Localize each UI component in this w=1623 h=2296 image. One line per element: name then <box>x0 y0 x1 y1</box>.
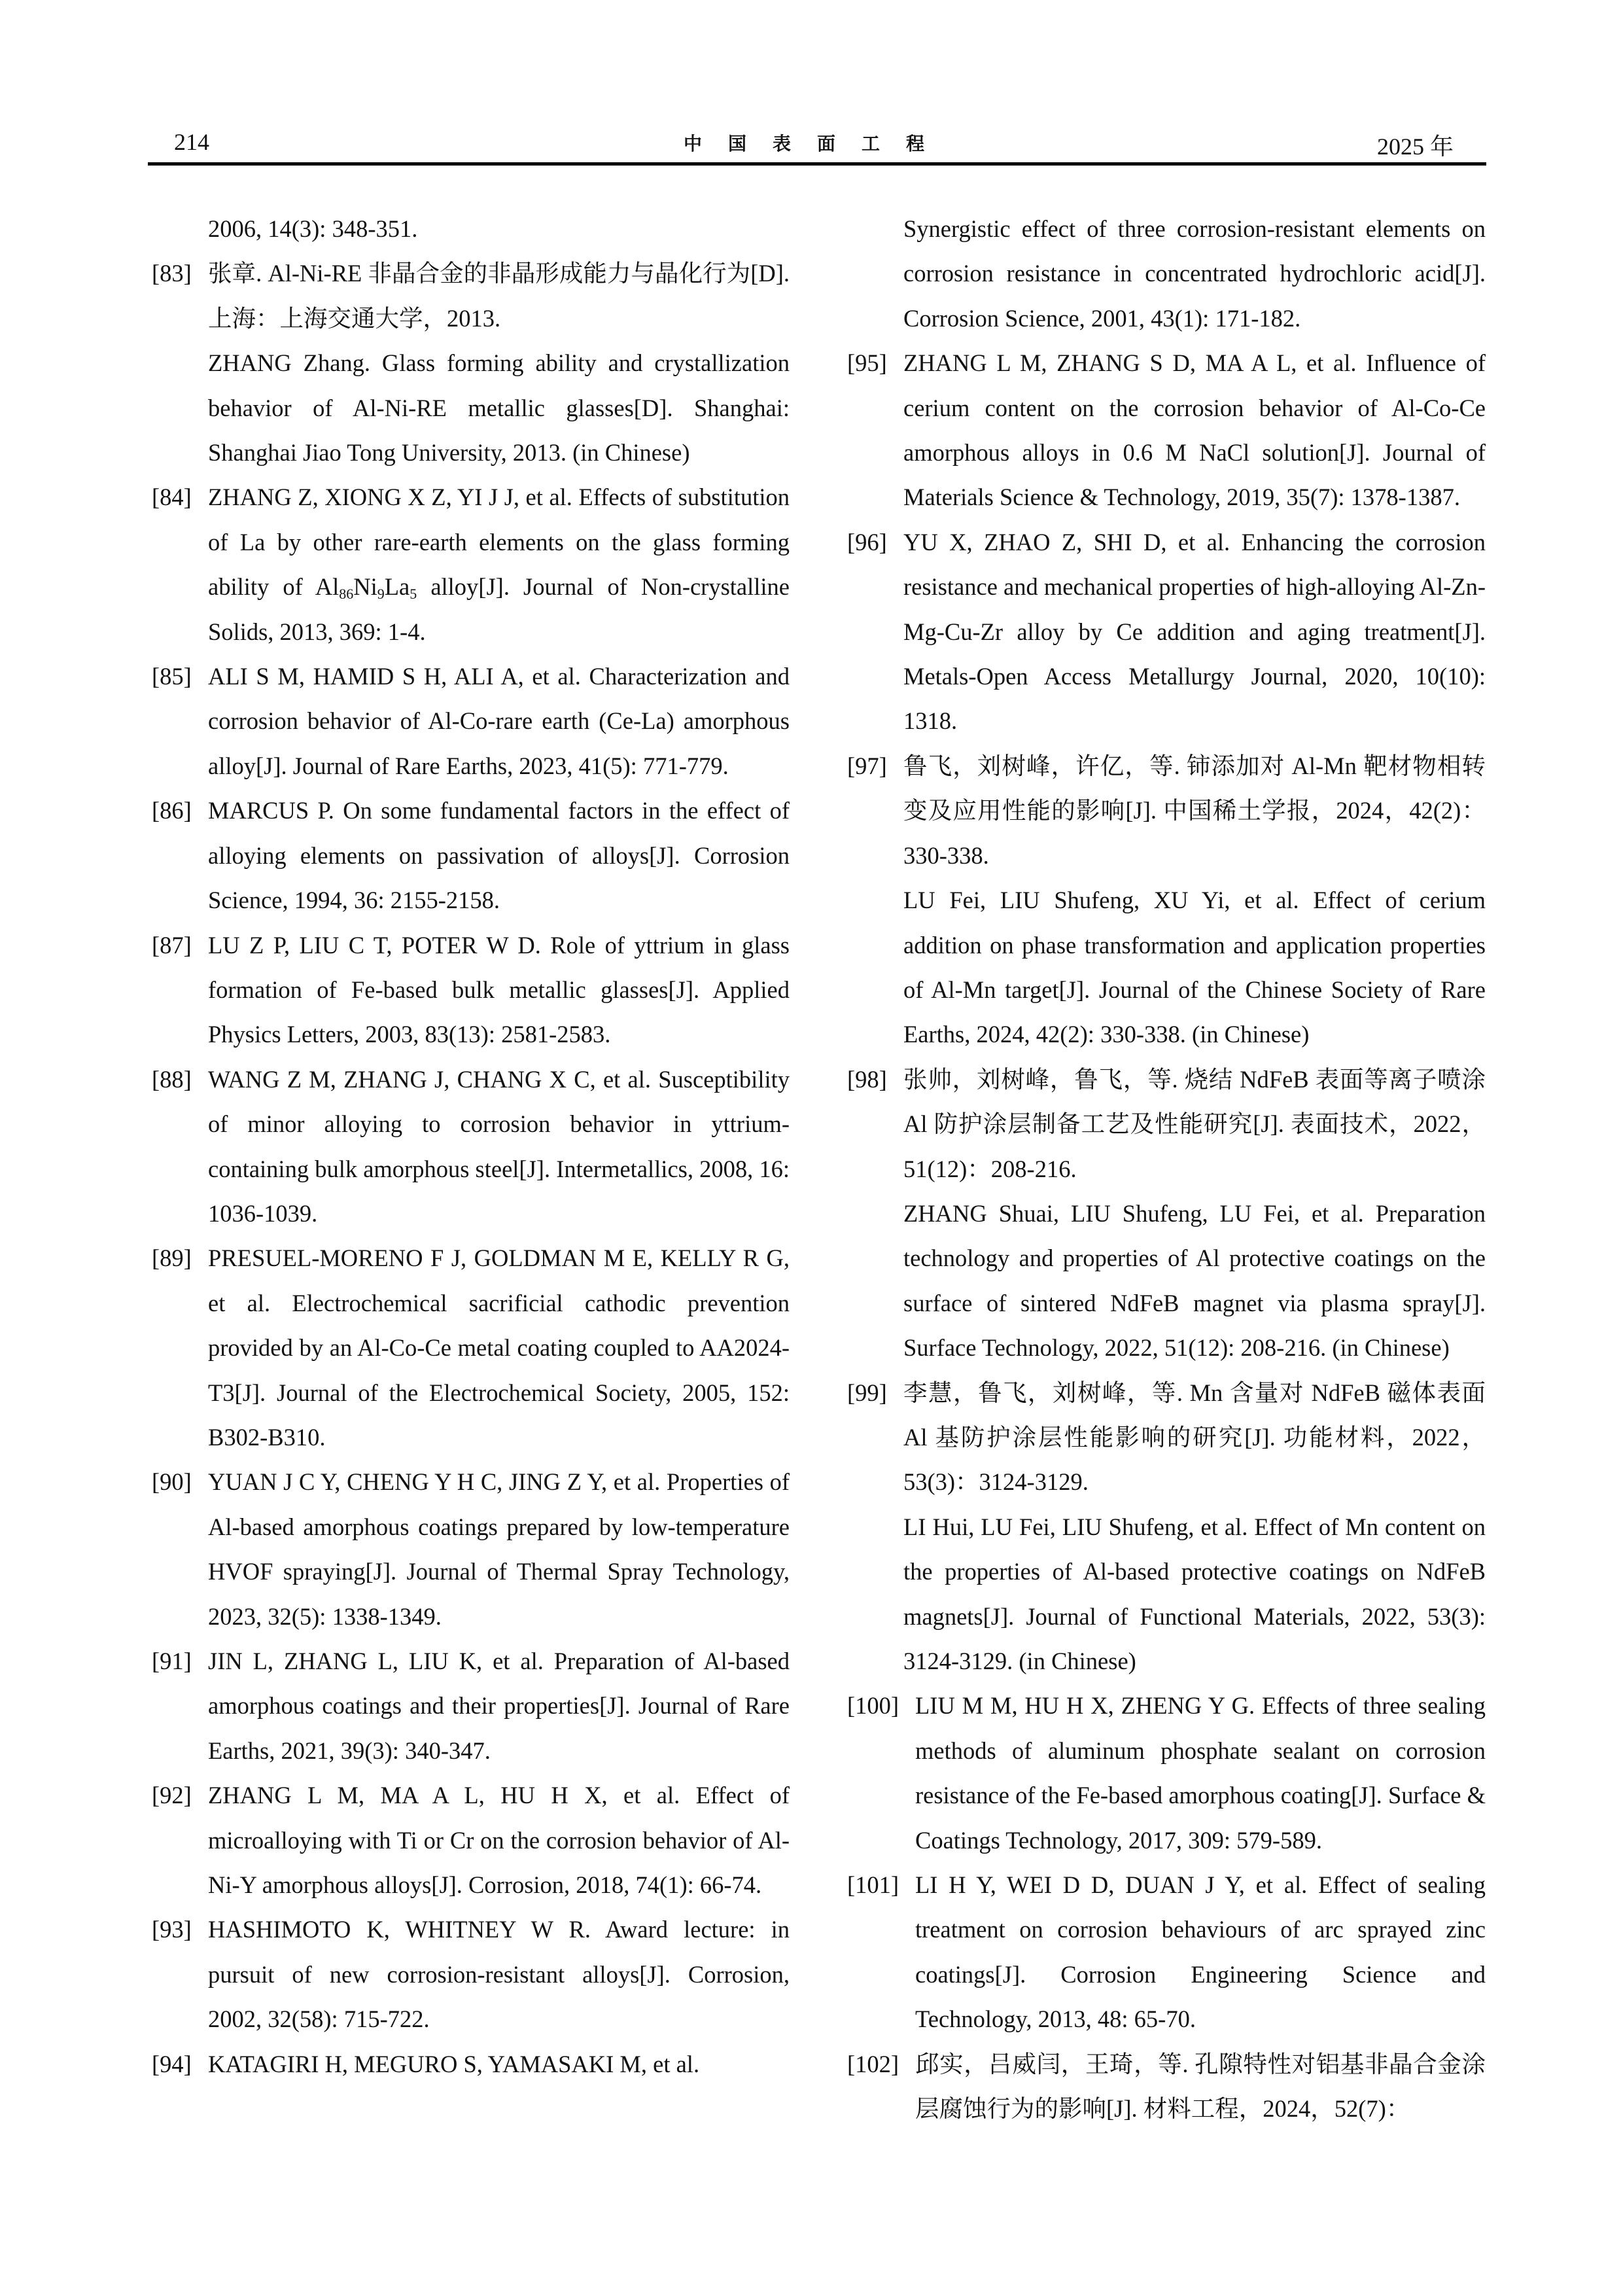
reference-number: [84] <box>152 484 192 511</box>
reference-entry <box>152 1639 790 1773</box>
reference-entry <box>152 654 790 788</box>
reference-text <box>208 475 790 654</box>
reference-number: [85] <box>152 663 192 690</box>
reference-body <box>208 1907 790 2041</box>
reference-entry <box>152 1236 790 1460</box>
reference-entry <box>847 1371 1486 1684</box>
reference-entry <box>847 744 1486 1057</box>
reference-body <box>208 788 790 923</box>
reference-entry <box>847 2042 1486 2132</box>
reference-translation: LU Fei, LIU Shufeng, XU Yi, et al. Effect of cerium addition on phase transformation and application properties of Al-Mn target[J]. Journal of the Chinese Society of Rare Earths, 2024, 42(2): 330-338. (in Chinese) <box>903 887 1486 1048</box>
reference-number: [92] <box>152 1782 192 1809</box>
reference-body <box>903 520 1486 744</box>
reference-body <box>208 475 790 654</box>
reference-number: [94] <box>152 2050 192 2077</box>
reference-text: LIU M M, HU H X, ZHENG Y G. Effects of three sealing methods of aluminum phosphate sealant on corrosion resistance of the Fe-based amorphous coating[J]. Surface & Coatings Technology, 2017, 309: 579-589. <box>915 1692 1486 1854</box>
reference-text: 李慧，鲁飞，刘树峰，等. Mn 含量对 NdFeB 磁体表面 Al 基防护涂层性能影响的研究[J]. 功能材料，2022，53(3)：3124-3129. <box>903 1379 1486 1496</box>
reference-text: ZHANG L M, MA A L, HU H X, et al. Effect of microalloying with Ti or Cr on the corrosion behavior of Al-Ni-Y amorphous alloys[J]. Corrosion, 2018, 74(1): 66-74. <box>208 1782 790 1899</box>
reference-body <box>208 251 790 475</box>
reference-body <box>208 1057 790 1237</box>
reference-body <box>208 1639 790 1773</box>
reference-text: WANG Z M, ZHANG J, CHANG X C, et al. Susceptibility of minor alloying to corrosion behavior in yttrium-containing bulk amorphous steel[J]. Intermetallics, 2008, 16: 1036-1039. <box>208 1065 790 1227</box>
reference-text: ZHANG L M, ZHANG S D, MA A L, et al. Influence of cerium content on the corrosion behavior of Al-Co-Ce amorphous alloys in 0.6 M NaCl solution[J]. Journal of Materials Science & Technology, 2019, 35(7): 1378-1387. <box>903 349 1486 511</box>
reference-number: [102] <box>847 2050 899 2077</box>
reference-text: YU X, ZHAO Z, SHI D, et al. Enhancing the corrosion resistance and mechanical properties of high-alloying Al-Zn-Mg-Cu-Zr alloy by Ce addition and aging treatment[J]. Metals-Open Access Metallurgy Journal, 2020, 10(10): 1318. <box>903 528 1486 735</box>
text-segment: La <box>384 573 410 601</box>
reference-text: 鲁飞，刘树峰，许亿，等. 铈添加对 Al-Mn 靶材物相转变及应用性能的影响[J]. 中国稀土学报，2024，42(2)：330-338. <box>903 752 1486 869</box>
reference-body <box>903 744 1486 1057</box>
reference-continuation: 2006, 14(3): 348-351. <box>208 215 418 242</box>
reference-translation: ZHANG Shuai, LIU Shufeng, LU Fei, et al. Preparation technology and properties of Al protective coatings on the surface of sintered NdFeB magnet via plasma spray[J]. Surface Technology, 2022, 51(12): 208-216. (in Chinese) <box>903 1199 1486 1362</box>
reference-body <box>208 1460 790 1639</box>
reference-text: JIN L, ZHANG L, LIU K, et al. Preparation of Al-based amorphous coatings and their properties[J]. Journal of Rare Earths, 2021, 39(3): 340-347. <box>208 1648 790 1764</box>
reference-number: [99] <box>847 1379 887 1406</box>
publication-year: 2025 年 <box>1376 133 1454 160</box>
reference-body <box>915 2042 1486 2132</box>
reference-text: YUAN J C Y, CHENG Y H C, JING Z Y, et al. Properties of Al-based amorphous coatings prepared by low-temperature HVOF spraying[J]. Journal of Thermal Spray Technology, 2023, 32(5): 1338-1349. <box>208 1468 790 1630</box>
reference-text: LU Z P, LIU C T, POTER W D. Role of yttrium in glass formation of Fe-based bulk metallic glasses[J]. Applied Physics Letters, 2003, 83(13): 2581-2583. <box>208 931 790 1048</box>
reference-text: 张章. Al-Ni-RE 非晶合金的非晶形成能力与晶化行为[D]. 上海：上海交通大学，2013. <box>208 260 790 332</box>
reference-entry <box>847 1863 1486 2042</box>
reference-body <box>903 1371 1486 1684</box>
reference-number: [91] <box>152 1648 192 1674</box>
reference-number: [88] <box>152 1065 192 1093</box>
header-rule <box>148 162 1486 166</box>
reference-translation: LI Hui, LU Fei, LIU Shufeng, et al. Effect of Mn content on the properties of Al-based protective coatings on NdFeB magnets[J]. Journal of Functional Materials, 2022, 53(3): 3124-3129. (in Chinese) <box>903 1513 1486 1674</box>
reference-text: KATAGIRI H, MEGURO S, YAMASAKI M, et al. <box>208 2050 700 2077</box>
reference-number: [100] <box>847 1692 899 1720</box>
reference-entry <box>847 1057 1486 1371</box>
reference-text: HASHIMOTO K, WHITNEY W R. Award lecture: in pursuit of new corrosion-resistant alloys[J]. Corrosion, 2002, 32(58): 715-722. <box>208 1916 790 2033</box>
reference-entry <box>152 475 790 654</box>
text-segment: alloy[J]. Journal of Non-crystalline Solids, 2013, 369: 1-4. <box>208 573 790 645</box>
reference-text: 邱实，吕威闫，王琦，等. 孔隙特性对铝基非晶合金涂层腐蚀行为的影响[J]. 材料工程，2024，52(7)： <box>915 2050 1486 2123</box>
right-column-references <box>847 207 1486 2131</box>
reference-entry <box>152 2042 790 2087</box>
reference-body <box>903 1057 1486 1371</box>
reference-number: [97] <box>847 752 887 779</box>
reference-text: ALI S M, HAMID S H, ALI A, et al. Characterization and corrosion behavior of Al-Co-rare earth (Ce-La) amorphous alloy[J]. Journal of Rare Earths, 2023, 41(5): 771-779. <box>208 663 790 779</box>
journal-title: 中国表面工程 <box>683 133 951 154</box>
reference-number: [90] <box>152 1468 192 1496</box>
reference-entry <box>847 1684 1486 1863</box>
reference-body <box>915 1684 1486 1863</box>
reference-text: 张帅，刘树峰，鲁飞，等. 烧结 NdFeB 表面等离子喷涂 Al 防护涂层制备工艺及性能研究[J]. 表面技术，2022，51(12)：208-216. <box>903 1065 1486 1182</box>
reference-body <box>208 654 790 788</box>
reference-text: PRESUEL-MORENO F J, GOLDMAN M E, KELLY R G, et al. Electrochemical sacrificial cathodic prevention provided by an Al-Co-Ce metal coating coupled to AA2024-T3[J]. Journal of the Electrochemical Society, 2005, 152: B302-B310. <box>208 1245 790 1451</box>
subscript: 9 <box>377 586 385 603</box>
running-header <box>148 124 1486 162</box>
reference-entry <box>847 341 1486 520</box>
reference-entry <box>152 1907 790 2041</box>
reference-number: [95] <box>847 349 887 377</box>
reference-body <box>903 341 1486 520</box>
reference-body <box>208 1236 790 1460</box>
page-number: 214 <box>174 129 209 155</box>
text-segment: ZHANG Z, XIONG X Z, YI J J, et al. Effects of substitution of La by other rare-earth elements on the glass forming ability of Al <box>208 484 790 601</box>
reference-body <box>208 1773 790 1907</box>
reference-body <box>208 2042 790 2087</box>
reference-number: [86] <box>152 797 192 824</box>
reference-continuation: Synergistic effect of three corrosion-resistant elements on corrosion resistance in concentrated hydrochloric acid[J]. Corrosion Science, 2001, 43(1): 171-182. <box>903 215 1486 332</box>
reference-body <box>208 923 790 1057</box>
reference-translation: ZHANG Zhang. Glass forming ability and crystallization behavior of Al-Ni-RE metallic glasses[D]. Shanghai: Shanghai Jiao Tong University, 2013. (in Chinese) <box>208 349 790 467</box>
reference-number: [98] <box>847 1065 887 1093</box>
reference-number: [93] <box>152 1916 192 1943</box>
subscript: 86 <box>339 586 354 603</box>
reference-entry <box>152 251 790 475</box>
reference-entry <box>152 1773 790 1907</box>
reference-text: MARCUS P. On some fundamental factors in the effect of alloying elements on passivation of alloys[J]. Corrosion Science, 1994, 36: 2155-2158. <box>208 797 790 914</box>
reference-number: [101] <box>847 1871 899 1899</box>
reference-number: [87] <box>152 931 192 959</box>
reference-entry <box>152 788 790 923</box>
left-column-references <box>152 207 790 2087</box>
reference-entry <box>847 520 1486 744</box>
reference-text: LI H Y, WEI D D, DUAN J Y, et al. Effect of sealing treatment on corrosion behaviours of arc sprayed zinc coatings[J]. Corrosion Engineering Science and Technology, 2013, 48: 65-70. <box>915 1871 1486 2033</box>
reference-number: [96] <box>847 528 887 556</box>
subscript: 5 <box>410 586 417 603</box>
reference-entry <box>152 1460 790 1639</box>
text-segment: Ni <box>353 573 377 601</box>
reference-entry <box>152 923 790 1057</box>
reference-number: [89] <box>152 1245 192 1272</box>
reference-number: [83] <box>152 260 192 287</box>
reference-entry <box>152 1057 790 1237</box>
reference-body <box>915 1863 1486 2042</box>
